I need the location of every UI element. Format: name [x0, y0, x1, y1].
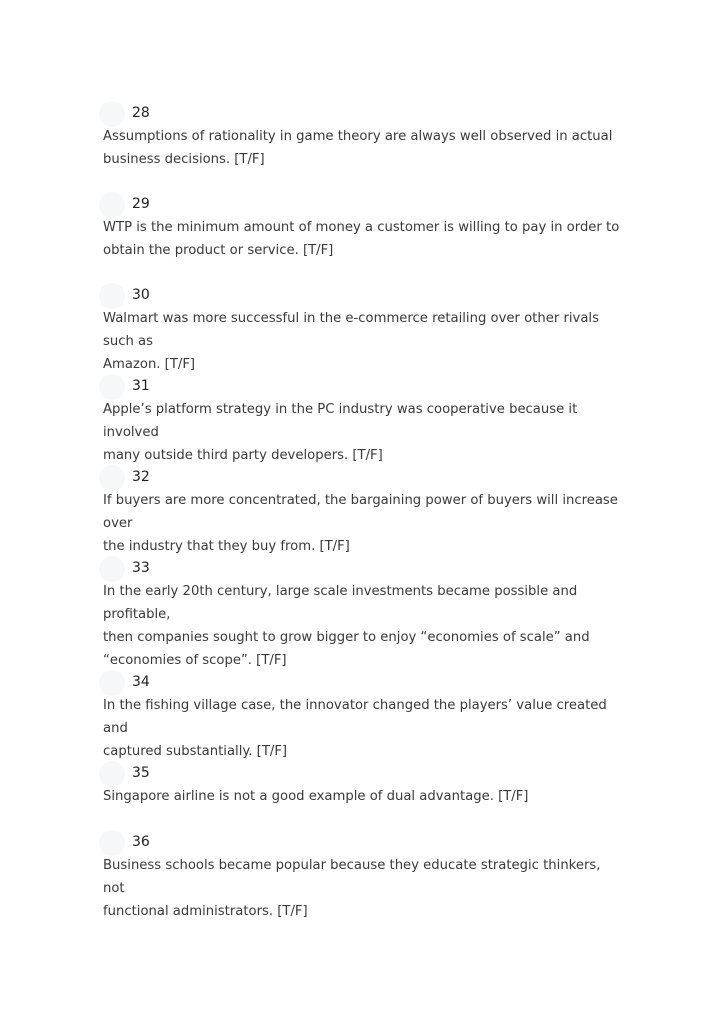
question-header: [103, 284, 623, 306]
question-marker: [99, 830, 125, 856]
question-marker: [99, 283, 125, 309]
question-header: [103, 466, 623, 488]
question-number: 28: [132, 105, 150, 121]
question-header: [103, 762, 623, 784]
question-item: [103, 284, 623, 376]
question-marker: [99, 761, 125, 787]
question-number: 29: [132, 196, 150, 212]
question-marker: [99, 556, 125, 582]
question-item: [103, 671, 623, 763]
question-item: [103, 831, 623, 923]
question-number: 30: [132, 287, 150, 303]
question-text: If buyers are more concentrated, the bargaining power of buyers will increase over the industry that they buy from. [T/F]: [103, 493, 618, 554]
question-item: [103, 193, 623, 262]
question-header: [103, 831, 623, 853]
question-marker: [99, 374, 125, 400]
question-item: [103, 375, 623, 467]
question-marker: [99, 670, 125, 696]
question-text: Apple’s platform strategy in the PC industry was cooperative because it involved many outside third party developers. [T/F]: [103, 402, 578, 463]
question-number: 33: [132, 560, 150, 576]
question-number: 31: [132, 378, 150, 394]
question-number: 35: [132, 765, 150, 781]
question-header: [103, 671, 623, 693]
question-header: [103, 102, 623, 124]
question-item: [103, 102, 623, 171]
question-text: Singapore airline is not a good example of dual advantage. [T/F]: [103, 789, 529, 804]
question-header: [103, 193, 623, 215]
question-marker: [99, 192, 125, 218]
question-marker: [99, 465, 125, 491]
question-text: WTP is the minimum amount of money a customer is willing to pay in order to obtain the product or service. [T/F]: [103, 220, 620, 258]
question-header: [103, 375, 623, 397]
question-item: [103, 557, 623, 672]
question-item: [103, 762, 623, 808]
question-text: In the fishing village case, the innovator changed the players’ value created and captured substantially. [T/F]: [103, 698, 607, 759]
question-text: Walmart was more successful in the e-commerce retailing over other rivals such as Amazon. [T/F]: [103, 311, 599, 372]
question-number: 34: [132, 674, 150, 690]
question-marker: [99, 101, 125, 127]
question-text: Business schools became popular because they educate strategic thinkers, not functional administrators. [T/F]: [103, 858, 601, 919]
question-header: [103, 557, 623, 579]
question-number: 32: [132, 469, 150, 485]
question-text: Assumptions of rationality in game theory are always well observed in actual business decisions. [T/F]: [103, 129, 613, 167]
question-text: In the early 20th century, large scale investments became possible and profitable, then companies sought to grow bigger to enjoy “economies of scale” and “economies of scope”. [T/F]: [103, 584, 590, 668]
question-item: [103, 466, 623, 558]
question-number: 36: [132, 834, 150, 850]
